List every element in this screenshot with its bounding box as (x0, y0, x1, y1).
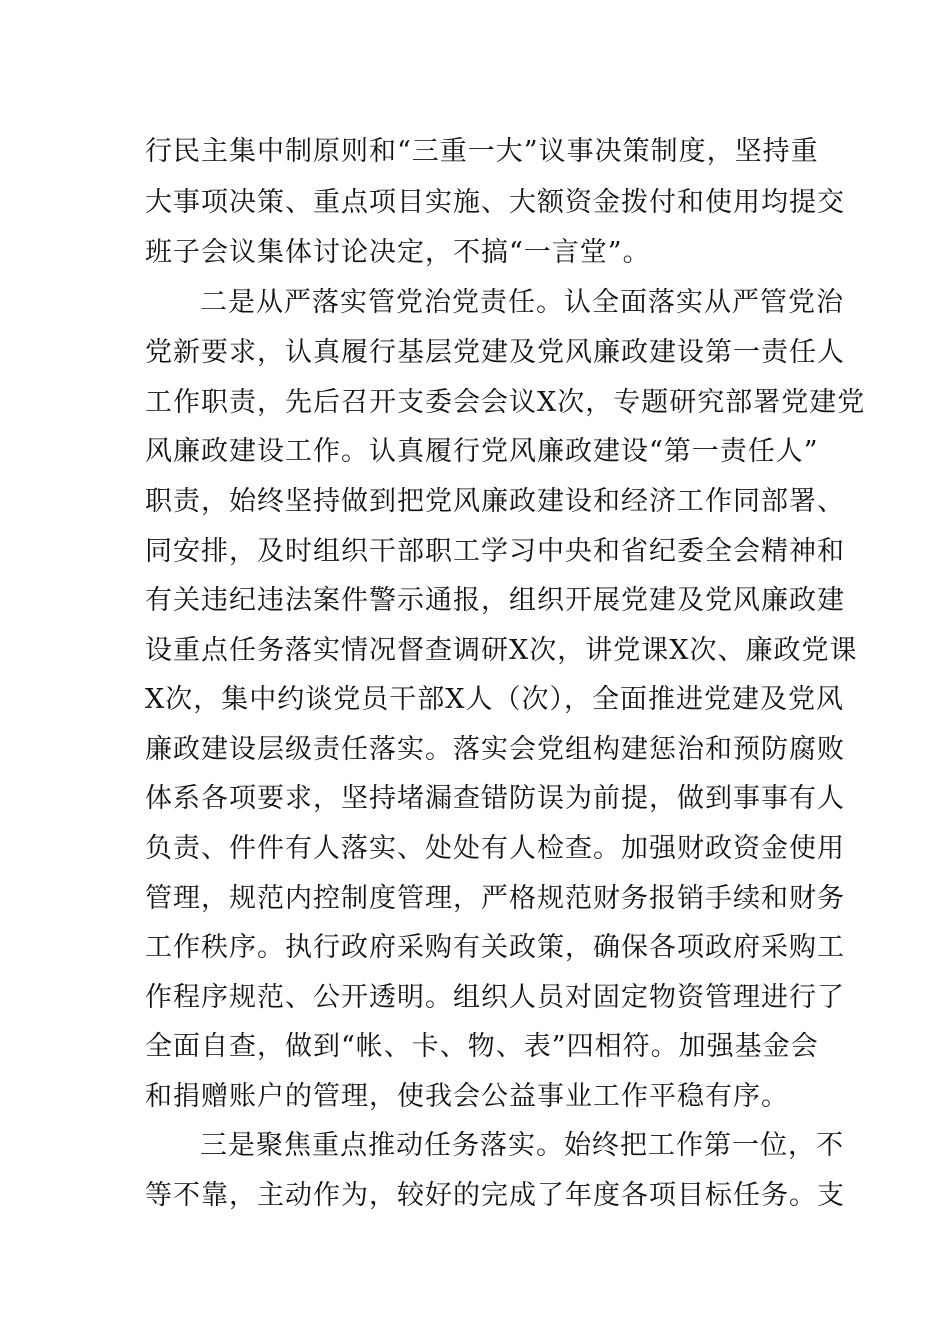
text-line-10: 有关违纪违法案件警示通报，组织开展党建及党风廉政建 (145, 585, 845, 616)
text-line-20: 和捐赠账户的管理，使我会公益事业工作平稳有序。 (145, 1081, 789, 1112)
paragraph-2-first-line: 二是从严落实管党治党责任。认全面落实从严管党治 (200, 287, 844, 318)
text-line-7: 风廉政建设工作。认真履行党风廉政建设“第一责任人” (145, 436, 819, 467)
text-line-6: 工作职责，先后召开支委会会议X次，专题研究部署党建党 (145, 387, 866, 418)
text-line-17: 工作秩序。执行政府采购有关政策，确保各项政府采购工 (145, 932, 845, 963)
text-line-14: 体系各项要求，坚持堵漏查错防误为前提，做到事事有人 (145, 783, 845, 814)
text-line-12: X次，集中约谈党员干部X人（次），全面推进党建及党风 (145, 684, 844, 715)
text-line-2: 大事项决策、重点项目实施、大额资金拨付和使用均提交 (145, 187, 845, 218)
text-line-13: 廉政建设层级责任落实。落实会党组构建惩治和预防腐败 (145, 734, 845, 765)
text-line-9: 同安排，及时组织干部职工学习中央和省纪委全会精神和 (145, 536, 845, 567)
text-line-18: 作程序规范、公开透明。组织人员对固定物资管理进行了 (145, 982, 845, 1013)
paragraph-3-first-line: 三是聚焦重点推动任务落实。始终把工作第一位，不 (200, 1130, 844, 1161)
text-line-16: 管理，规范内控制度管理，严格规范财务报销手续和财务 (145, 883, 845, 914)
text-line-8: 职责，始终坚持做到把党风廉政建设和经济工作同部署、 (145, 486, 845, 517)
text-line-5: 党新要求，认真履行基层党建及党风廉政建设第一责任人 (145, 337, 845, 368)
text-line-3: 班子会议集体讨论决定，不搞“一言堂”。 (145, 237, 651, 268)
text-line-22: 等不靠，主动作为，较好的完成了年度各项目标任务。支 (145, 1180, 845, 1211)
text-line-11: 设重点任务落实情况督查调研X次，讲党课X次、廉政党课 (145, 635, 858, 666)
text-line-15: 负责、件件有人落实、处处有人检查。加强财政资金使用 (145, 833, 845, 864)
text-line-19: 全面自查，做到“帐、卡、物、表”四相符。加强基金会 (145, 1031, 819, 1062)
text-line-1: 行民主集中制原则和“三重一大”议事决策制度，坚持重 (145, 136, 819, 167)
